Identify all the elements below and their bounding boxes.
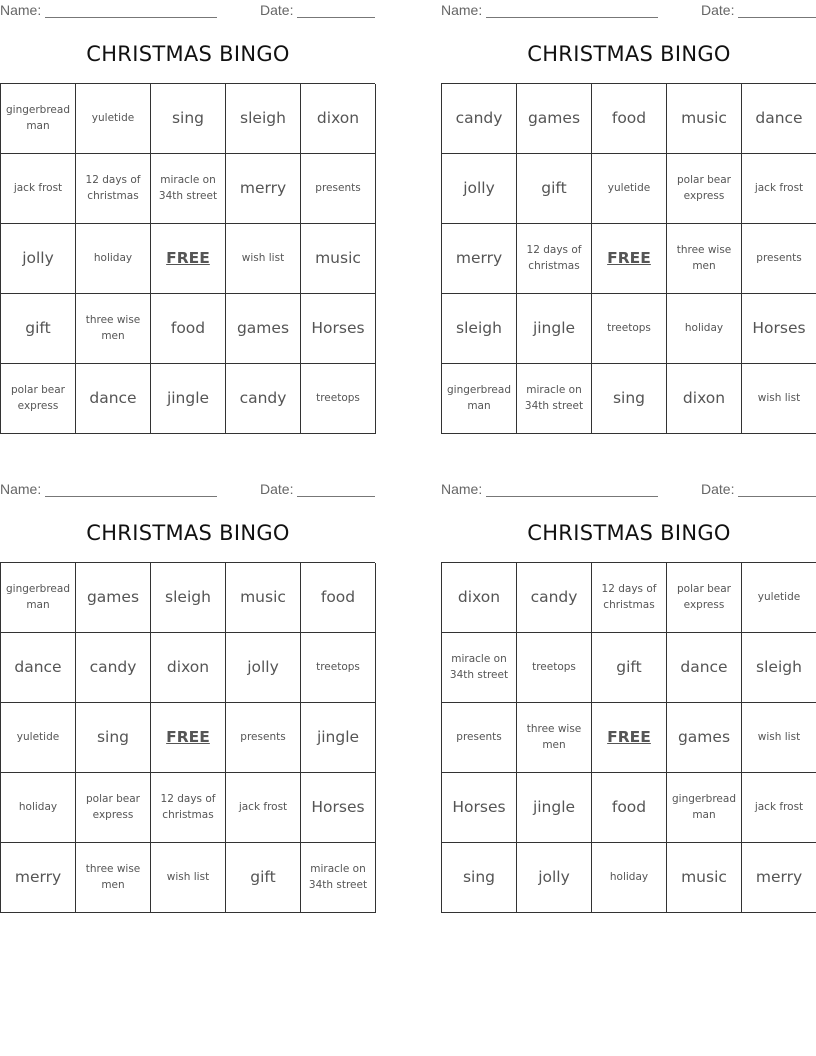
bingo-cell: gingerbread man [667,773,742,843]
bingo-cell: three wise men [76,294,151,364]
bingo-cell: gingerbread man [442,364,517,434]
bingo-cell: holiday [76,224,151,294]
bingo-cell: jack frost [226,773,301,843]
bingo-cell: merry [742,843,816,913]
bingo-cell: holiday [592,843,667,913]
bingo-cell: wish list [742,364,816,434]
bingo-cell: food [151,294,226,364]
bingo-cell: sleigh [151,563,226,633]
bingo-cell: games [76,563,151,633]
bingo-cell: games [667,703,742,773]
bingo-cell: music [226,563,301,633]
bingo-cell: gingerbread man [1,84,76,154]
bingo-cell: jingle [517,773,592,843]
name-date-row [441,481,816,499]
bingo-cell: three wise men [517,703,592,773]
free-space-cell: FREE [592,224,667,294]
bingo-cell: polar bear express [76,773,151,843]
bingo-cell: dance [76,364,151,434]
name-date-row [0,2,376,20]
date-label: Date: [260,2,294,18]
bingo-cell: music [667,84,742,154]
bingo-cell: polar bear express [667,154,742,224]
date-blank-line [297,17,375,18]
bingo-cell: gift [226,843,301,913]
bingo-cell: sing [76,703,151,773]
bingo-cell: jack frost [1,154,76,224]
bingo-cell: presents [742,224,816,294]
bingo-cell: food [301,563,376,633]
bingo-cell: 12 days of christmas [151,773,226,843]
bingo-card [441,0,816,436]
bingo-cell: games [517,84,592,154]
name-blank-line [45,17,217,18]
bingo-cell: jolly [517,843,592,913]
bingo-cell: polar bear express [1,364,76,434]
bingo-cell: presents [226,703,301,773]
date-blank-line [738,17,816,18]
card-title: CHRISTMAS BINGO [86,521,290,545]
bingo-cell: dixon [667,364,742,434]
free-space-cell: FREE [592,703,667,773]
bingo-cell: wish list [226,224,301,294]
bingo-cell: holiday [1,773,76,843]
card-title: CHRISTMAS BINGO [86,42,290,66]
bingo-cell: gingerbread man [1,563,76,633]
name-blank-line [486,496,658,497]
name-blank-line [45,496,217,497]
bingo-cell: Horses [301,294,376,364]
bingo-cell: dance [667,633,742,703]
bingo-cell: food [592,773,667,843]
bingo-cell: treetops [517,633,592,703]
bingo-cell: dance [742,84,816,154]
bingo-cell: jingle [301,703,376,773]
bingo-cell: jingle [517,294,592,364]
name-label: Name: [0,2,42,18]
bingo-cell: sleigh [742,633,816,703]
bingo-cell: Horses [742,294,816,364]
bingo-cell: treetops [592,294,667,364]
bingo-cell: dance [1,633,76,703]
bingo-cell: presents [442,703,517,773]
card-title: CHRISTMAS BINGO [527,42,731,66]
bingo-cell: Horses [301,773,376,843]
bingo-cell: music [667,843,742,913]
name-date-row [441,2,816,20]
bingo-cell: gift [1,294,76,364]
bingo-cell: polar bear express [667,563,742,633]
bingo-grid [0,562,375,913]
date-label: Date: [701,2,735,18]
bingo-cell: merry [442,224,517,294]
bingo-cell: candy [442,84,517,154]
bingo-cell: dixon [301,84,376,154]
bingo-cell: 12 days of christmas [76,154,151,224]
bingo-card [0,0,376,436]
bingo-cell: music [301,224,376,294]
bingo-cell: gift [517,154,592,224]
name-label: Name: [441,481,483,497]
bingo-cell: miracle on 34th street [517,364,592,434]
bingo-cell: yuletide [1,703,76,773]
bingo-cell: sing [151,84,226,154]
bingo-cell: sing [592,364,667,434]
bingo-cell: jack frost [742,773,816,843]
date-label: Date: [260,481,294,497]
bingo-cell: three wise men [667,224,742,294]
bingo-cell: wish list [151,843,226,913]
bingo-cell: sleigh [226,84,301,154]
bingo-cell: sing [442,843,517,913]
bingo-cell: yuletide [592,154,667,224]
card-title: CHRISTMAS BINGO [527,521,731,545]
bingo-grid [0,83,375,434]
bingo-cell: jingle [151,364,226,434]
bingo-cell: jack frost [742,154,816,224]
free-space-cell: FREE [151,224,226,294]
bingo-cell: dixon [151,633,226,703]
bingo-cell: presents [301,154,376,224]
bingo-cell: sleigh [442,294,517,364]
free-space-cell: FREE [151,703,226,773]
bingo-cell: yuletide [76,84,151,154]
bingo-cell: gift [592,633,667,703]
date-blank-line [738,496,816,497]
bingo-cell: 12 days of christmas [592,563,667,633]
bingo-cell: miracle on 34th street [301,843,376,913]
name-date-row [0,481,376,499]
bingo-cell: yuletide [742,563,816,633]
bingo-cell: candy [226,364,301,434]
bingo-card [441,479,816,915]
bingo-cell: games [226,294,301,364]
bingo-cell: miracle on 34th street [442,633,517,703]
bingo-cell: three wise men [76,843,151,913]
name-label: Name: [441,2,483,18]
bingo-cell: jolly [226,633,301,703]
date-label: Date: [701,481,735,497]
name-label: Name: [0,481,42,497]
bingo-cell: food [592,84,667,154]
name-blank-line [486,17,658,18]
bingo-cell: candy [517,563,592,633]
bingo-cell: treetops [301,633,376,703]
bingo-cell: merry [226,154,301,224]
bingo-cell: treetops [301,364,376,434]
bingo-cell: 12 days of christmas [517,224,592,294]
bingo-cell: Horses [442,773,517,843]
date-blank-line [297,496,375,497]
bingo-cell: miracle on 34th street [151,154,226,224]
bingo-grid [441,83,816,434]
bingo-cell: merry [1,843,76,913]
bingo-cell: candy [76,633,151,703]
bingo-card [0,479,376,915]
bingo-cell: dixon [442,563,517,633]
bingo-cell: jolly [1,224,76,294]
bingo-cell: wish list [742,703,816,773]
bingo-cell: jolly [442,154,517,224]
bingo-cell: holiday [667,294,742,364]
bingo-grid [441,562,816,913]
